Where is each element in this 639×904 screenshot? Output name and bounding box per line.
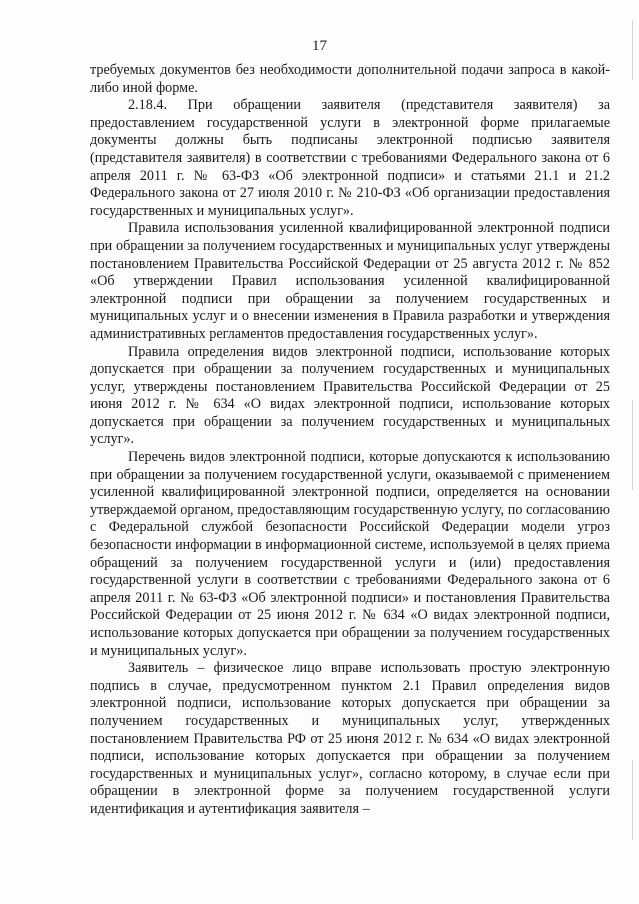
- scan-edge-mark: [632, 20, 633, 80]
- paragraph-qualified-signature-rules: Правила использования усиленной квалифицированной электронной подписи при обращении за получением государственных и муниципальных услуг утверждены постановлением Правительства Российской Федерации от 25 августа 2012 г. № 852 «Об утверждении Правил использования усиленной квалифицированной электронной подписи при обращении за получением государственных и муниципальных услуг и о внесении изменения в Правила разработки и утверждения административных регламентов предоставления государственных услуг».: [90, 220, 610, 342]
- page-number: 17: [312, 38, 327, 54]
- scan-edge-mark: [632, 400, 633, 490]
- scan-edge-mark: [632, 760, 633, 840]
- paragraph-2-18-4: 2.18.4. При обращении заявителя (представителя заявителя) за предоставлением государственной услуги в электронной форме прилагаемые документы должны быть подписаны электронной подписью заявителя (представителя заявителя) в соответствии с требованиями Федерального закона от 6 апреля 2011 г. № 63-ФЗ «Об электронной подписи» и статьями 21.1 и 21.2 Федерального закона от 27 июля 2010 г. № 210-ФЗ «Об организации предоставления государственных и муниципальных услуг».: [90, 97, 610, 219]
- paragraph-signature-types-list: Перечень видов электронной подписи, которые допускаются к использованию при обращении за получением государственной услуги, оказываемой с применением усиленной квалифицированной электронной подписи, определяется на основании утверждаемой органом, предоставляющим государственную услугу, по согласованию с Федеральной службой безопасности Российской Федерации модели угроз безопасности информации в информационной системе, используемой в целях приема обращений за получением государственной услуги и (или) предоставления государственной услуги в соответствии с требованиями Федерального закона от 6 апреля 2011 г. № 63-ФЗ «Об электронной подписи» и постановления Правительства Российской Федерации от 25 июня 2012 г. № 634 «О видах электронной подписи, использование которых допускается при обращении за получением государственных и муниципальных услуг».: [90, 449, 610, 659]
- paragraph-simple-signature: Заявитель – физическое лицо вправе использовать простую электронную подпись в случае, предусмотренном пунктом 2.1 Правил определения видов электронной подписи, использование которых допускается при обращении за получением государственных и муниципальных услуг, утвержденных постановлением Правительства РФ от 25 июня 2012 г. № 634 «О видах электронной подписи, использование которых допускается при обращении за получением государственных и муниципальных услуг», согласно которому, в случае если при обращении в электронной форме за получением государственной услуги идентификация и аутентификация заявителя –: [90, 660, 610, 817]
- paragraph-continuation: требуемых документов без необходимости дополнительной подачи запроса в какой-либо иной форме.: [90, 62, 610, 96]
- page-body: [90, 62, 610, 819]
- paragraph-signature-types-rules: Правила определения видов электронной подписи, использование которых допускается при обращении за получением государственных и муниципальных услуг, утверждены постановлением Правительства Российской Федерации от 25 июня 2012 г. № 634 «О видах электронной подписи, использование которых допускается при обращении за получением государственных и муниципальных услуг».: [90, 343, 610, 448]
